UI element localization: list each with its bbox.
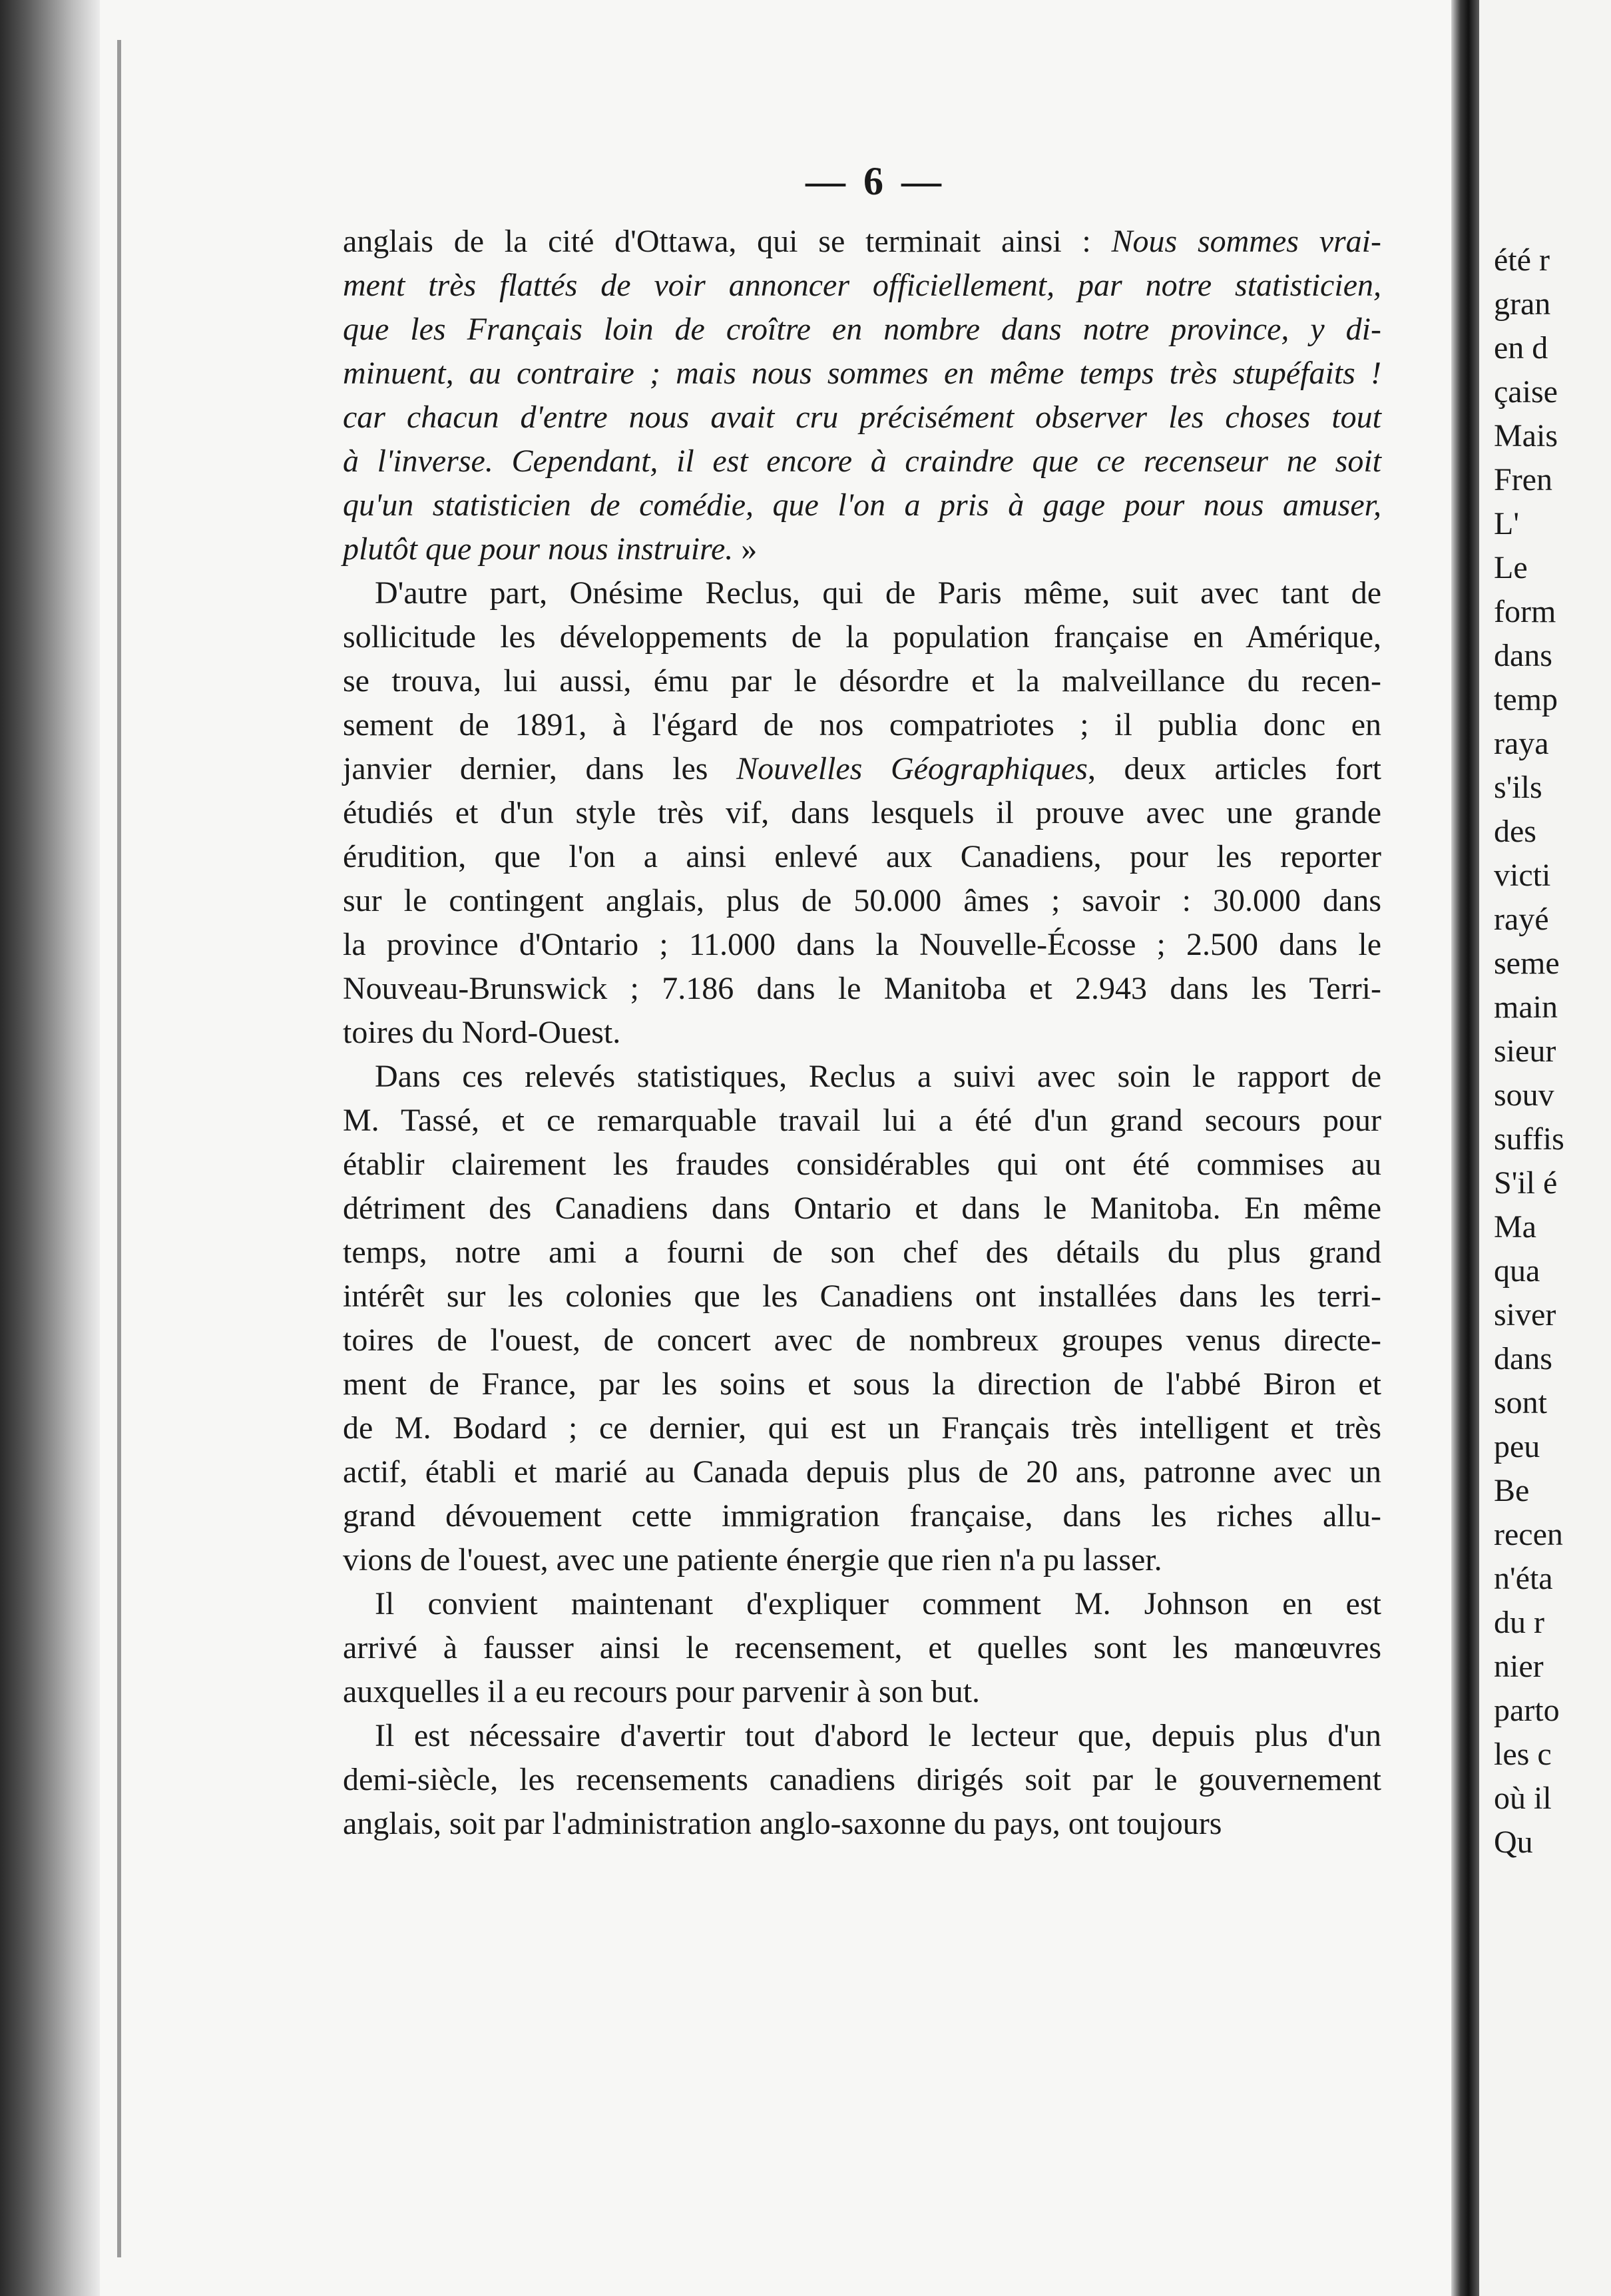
right-page-line-fragment: siver (1494, 1297, 1556, 1332)
right-page-line-fragment: des (1494, 814, 1536, 849)
text-line: ment de France, par les soins et sous la direction de l'abbé Biron et (343, 1366, 1381, 1402)
right-page-line-fragment: rayé (1494, 902, 1549, 937)
text-line: Il convient maintenant d'expliquer comment M. Johnson en est (375, 1586, 1381, 1621)
right-page-text (1494, 238, 1611, 1865)
right-page-line-fragment: Fren (1494, 462, 1552, 497)
right-page-line-fragment: Mais (1494, 418, 1558, 453)
text-line: sement de 1891, à l'égard de nos compatriotes ; il publia donc en (343, 707, 1381, 742)
text-line: D'autre part, Onésime Reclus, qui de Paris même, suit avec tant de (375, 575, 1381, 611)
book-gutter (1451, 0, 1479, 2296)
text-line: vions de l'ouest, avec une patiente énergie que rien n'a pu lasser. (343, 1542, 1162, 1578)
text-line: grand dévouement cette immigration française, dans les riches allu- (343, 1498, 1381, 1534)
text-line: Dans ces relevés statistiques, Reclus a suivi avec soin le rapport de (375, 1059, 1381, 1094)
text-line: étudiés et d'un style très vif, dans lesquels il prouve avec une grande (343, 795, 1381, 830)
right-page-line-fragment: L' (1494, 506, 1519, 541)
right-page-line-fragment: gran (1494, 286, 1551, 322)
text-line: qu'un statisticien de comédie, que l'on a pris à gage pour nous amuser, (343, 487, 1381, 523)
text-line: que les Français loin de croître en nombre dans notre province, y di- (343, 312, 1381, 347)
text-line: sur le contingent anglais, plus de 50.000 âmes ; savoir : 30.000 dans (343, 883, 1381, 918)
body-text (343, 220, 1381, 1846)
right-page-line-fragment: où il (1494, 1781, 1552, 1816)
right-page-line-fragment: dans (1494, 1341, 1552, 1376)
right-page-line-fragment: Qu (1494, 1825, 1533, 1860)
paragraph (343, 1714, 1381, 1846)
text-line: actif, établi et marié au Canada depuis plus de 20 ans, patronne avec un (343, 1454, 1381, 1490)
text-line: détriment des Canadiens dans Ontario et dans le Manitoba. En même (343, 1191, 1381, 1226)
text-line: intérêt sur les colonies que les Canadiens ont installées dans les terri- (343, 1279, 1381, 1314)
right-page-line-fragment: recen (1494, 1517, 1563, 1552)
right-page-line-fragment: en d (1494, 330, 1548, 366)
text-line: minuent, au contraire ; mais nous sommes en même temps très stupéfaits ! (343, 356, 1381, 391)
right-page-line-fragment: été r (1494, 242, 1550, 278)
right-page-line-fragment: s'ils (1494, 770, 1542, 805)
right-page-line-fragment: souv (1494, 1077, 1554, 1113)
text-line: anglais de la cité d'Ottawa, qui se terminait ainsi : Nous sommes vrai- (343, 224, 1382, 259)
paragraph (343, 571, 1381, 1055)
text-line: sollicitude les développements de la population française en Amérique, (343, 619, 1381, 655)
paragraph (343, 220, 1381, 571)
text-line: érudition, que l'on a ainsi enlevé aux Canadiens, pour les reporter (343, 839, 1381, 874)
text-line: janvier dernier, dans les Nouvelles Géographiques, deux articles fort (343, 751, 1382, 786)
right-page-line-fragment: nier (1494, 1649, 1544, 1684)
page-edge-rule (117, 40, 121, 2257)
right-page-line-fragment: peu (1494, 1429, 1540, 1464)
text-line: Il est nécessaire d'avertir tout d'abord le lecteur que, depuis plus d'un (375, 1718, 1381, 1753)
text-line: M. Tassé, et ce remarquable travail lui a été d'un grand secours pour (343, 1103, 1381, 1138)
right-page-line-fragment: main (1494, 990, 1558, 1025)
right-page-line-fragment: du r (1494, 1605, 1544, 1640)
page-number: — 6 — (806, 159, 945, 203)
right-page-line-fragment: çaise (1494, 374, 1558, 410)
right-page-line-fragment: S'il é (1494, 1165, 1558, 1201)
right-page-line-fragment: les c (1494, 1737, 1552, 1772)
right-page-line-fragment: n'éta (1494, 1561, 1553, 1596)
right-page-line-fragment: sont (1494, 1385, 1548, 1420)
right-page-line-fragment: Be (1494, 1473, 1530, 1508)
right-page-line-fragment: Ma (1494, 1209, 1536, 1245)
right-page-line-fragment: Le (1494, 550, 1528, 585)
text-line: car chacun d'entre nous avait cru précisément observer les choses tout (343, 400, 1381, 435)
text-line: toires du Nord-Ouest. (343, 1015, 621, 1050)
right-page-line-fragment: sieur (1494, 1033, 1556, 1069)
right-page-line-fragment: suffis (1494, 1121, 1564, 1157)
right-page-line-fragment: victi (1494, 858, 1551, 893)
paragraph (343, 1582, 1381, 1714)
text-line: de M. Bodard ; ce dernier, qui est un Français très intelligent et très (343, 1410, 1381, 1446)
paragraph (343, 1055, 1381, 1582)
text-line: auxquelles il a eu recours pour parvenir à son but. (343, 1674, 981, 1709)
text-line: toires de l'ouest, de concert avec de nombreux groupes venus directe- (343, 1322, 1381, 1358)
text-line: à l'inverse. Cependant, il est encore à craindre que ce recenseur ne soit (343, 443, 1381, 479)
right-page-line-fragment: parto (1494, 1693, 1560, 1728)
text-line: arrivé à fausser ainsi le recensement, et quelles sont les manœuvres (343, 1630, 1381, 1665)
text-line: Nouveau-Brunswick ; 7.186 dans le Manitoba et 2.943 dans les Terri- (343, 971, 1381, 1006)
right-page-line-fragment: seme (1494, 946, 1560, 981)
text-line: plutôt que pour nous instruire. » (343, 531, 758, 567)
right-page-line-fragment: temp (1494, 682, 1558, 717)
right-page-line-fragment: raya (1494, 726, 1549, 761)
text-line: anglais, soit par l'administration anglo-saxonne du pays, ont toujours (343, 1806, 1222, 1841)
text-line: demi-siècle, les recensements canadiens dirigés soit par le gouvernement (343, 1762, 1381, 1797)
scan-binding-edge (0, 0, 100, 2296)
text-line: ment très flattés de voir annoncer officiellement, par notre statisticien, (343, 268, 1381, 303)
right-page-line-fragment: form (1494, 594, 1556, 629)
text-line: la province d'Ontario ; 11.000 dans la Nouvelle-Écosse ; 2.500 dans le (343, 927, 1381, 962)
right-page-line-fragment: qua (1494, 1253, 1540, 1289)
text-line: établir clairement les fraudes considérables qui ont été commises au (343, 1147, 1381, 1182)
text-line: se trouva, lui aussi, ému par le désordre et la malveillance du recen- (343, 663, 1381, 699)
text-line: temps, notre ami a fourni de son chef des détails du plus grand (343, 1235, 1381, 1270)
right-page-line-fragment: dans (1494, 638, 1552, 673)
